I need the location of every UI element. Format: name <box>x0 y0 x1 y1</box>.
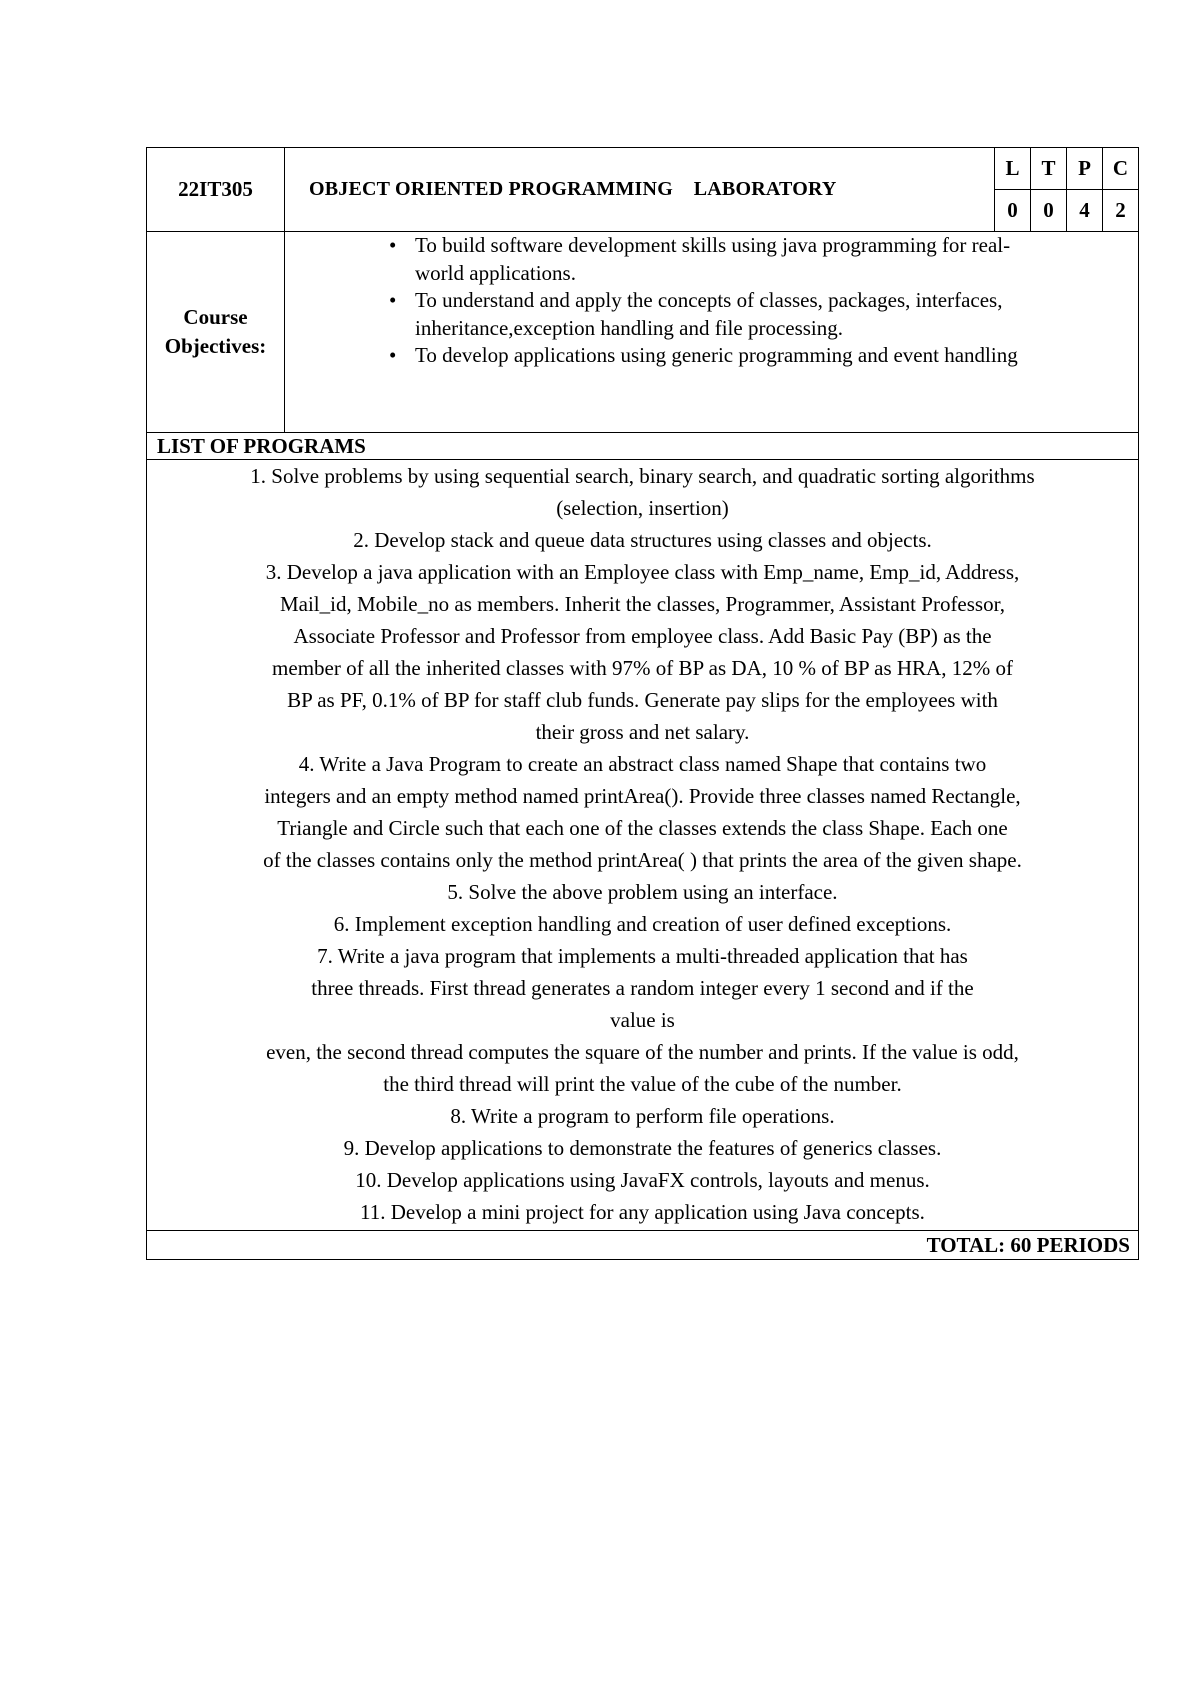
objective-text: To develop applications using generic programming and event handling <box>415 343 1018 367</box>
program-line: Triangle and Circle such that each one of the classes extends the class Shape. Each one <box>277 816 1008 840</box>
program-line: Associate Professor and Professor from employee class. Add Basic Pay (BP) as the <box>293 624 992 648</box>
ltpc-value-p: 4 <box>1067 190 1103 232</box>
program-line: 6. Implement exception handling and creation of user defined exceptions. <box>333 912 952 936</box>
objective-item <box>389 342 1048 370</box>
objective-item <box>389 232 1048 287</box>
program-line: 5. Solve the above problem using an interface. <box>447 880 838 904</box>
ltpc-value-c: 2 <box>1103 190 1139 232</box>
objectives-label <box>147 232 285 433</box>
ltpc-value-t: 0 <box>1031 190 1067 232</box>
program-line: of the classes contains only the method printArea( ) that prints the area of the given shape. <box>263 848 1022 872</box>
ltpc-header-c: C <box>1103 148 1139 190</box>
course-header-row <box>147 148 1139 190</box>
course-title-text: OBJECT ORIENTED PROGRAMMING LABORATORY <box>309 178 837 200</box>
program-line: member of all the inherited classes with 97% of BP as DA, 10 % of BP as HRA, 12% of <box>272 656 1013 680</box>
bullet-icon: • <box>389 233 397 257</box>
objective-text: To understand and apply the concepts of classes, packages, interfaces, inheritance,exception handling and file processing. <box>415 288 1003 340</box>
programs-list <box>147 460 1139 1231</box>
program-line: (selection, insertion) <box>556 496 729 520</box>
program-line: 2. Develop stack and queue data structures using classes and objects. <box>353 528 932 552</box>
bullet-icon: • <box>389 288 397 312</box>
program-line: 3. Develop a java application with an Employee class with Emp_name, Emp_id, Address, <box>265 560 1020 584</box>
program-line: 10. Develop applications using JavaFX controls, layouts and menus. <box>355 1168 930 1192</box>
objectives-content <box>285 232 1139 433</box>
course-code: 22IT305 <box>147 148 285 232</box>
program-line: 11. Develop a mini project for any application using Java concepts. <box>360 1200 925 1224</box>
objective-text: To build software development skills using java programming for real-world applications. <box>415 233 1011 285</box>
program-line: the third thread will print the value of the cube of the number. <box>383 1072 902 1096</box>
total-periods: TOTAL: 60 PERIODS <box>147 1231 1139 1260</box>
program-line: integers and an empty method named printArea(). Provide three classes named Rectangle, <box>264 784 1021 808</box>
program-line: 4. Write a Java Program to create an abstract class named Shape that contains two <box>298 752 987 776</box>
program-line: three threads. First thread generates a random integer every 1 second and if the <box>311 976 974 1000</box>
ltpc-header-l: L <box>995 148 1031 190</box>
syllabus-table <box>146 147 1139 1260</box>
objectives-label-line2: Objectives: <box>164 334 267 358</box>
program-line: 1. Solve problems by using sequential search, binary search, and quadratic sorting algorithms <box>250 464 1035 488</box>
programs-row <box>147 460 1139 1231</box>
program-line: even, the second thread computes the square of the number and prints. If the value is odd, <box>266 1040 1019 1064</box>
total-row <box>147 1231 1139 1260</box>
program-line: their gross and net salary. <box>535 720 750 744</box>
objectives-label-line1: Course <box>183 305 248 329</box>
ltpc-header-t: T <box>1031 148 1067 190</box>
course-title <box>285 148 995 232</box>
list-of-programs-heading: LIST OF PROGRAMS <box>147 433 1139 460</box>
ltpc-header-p: P <box>1067 148 1103 190</box>
program-line: 8. Write a program to perform file operations. <box>450 1104 835 1128</box>
ltpc-value-l: 0 <box>995 190 1031 232</box>
program-line: Mail_id, Mobile_no as members. Inherit the classes, Programmer, Assistant Professor, <box>279 592 1006 616</box>
program-line: 9. Develop applications to demonstrate the features of generics classes. <box>343 1136 942 1160</box>
objective-item <box>389 287 1048 342</box>
program-line: 7. Write a java program that implements a multi-threaded application that has <box>317 944 968 968</box>
program-line: BP as PF, 0.1% of BP for staff club funds. Generate pay slips for the employees with <box>287 688 998 712</box>
bullet-icon: • <box>389 343 397 367</box>
objectives-row <box>147 232 1139 433</box>
objectives-list <box>285 232 1048 370</box>
program-line: value is <box>610 1008 675 1032</box>
programs-header-row <box>147 433 1139 460</box>
